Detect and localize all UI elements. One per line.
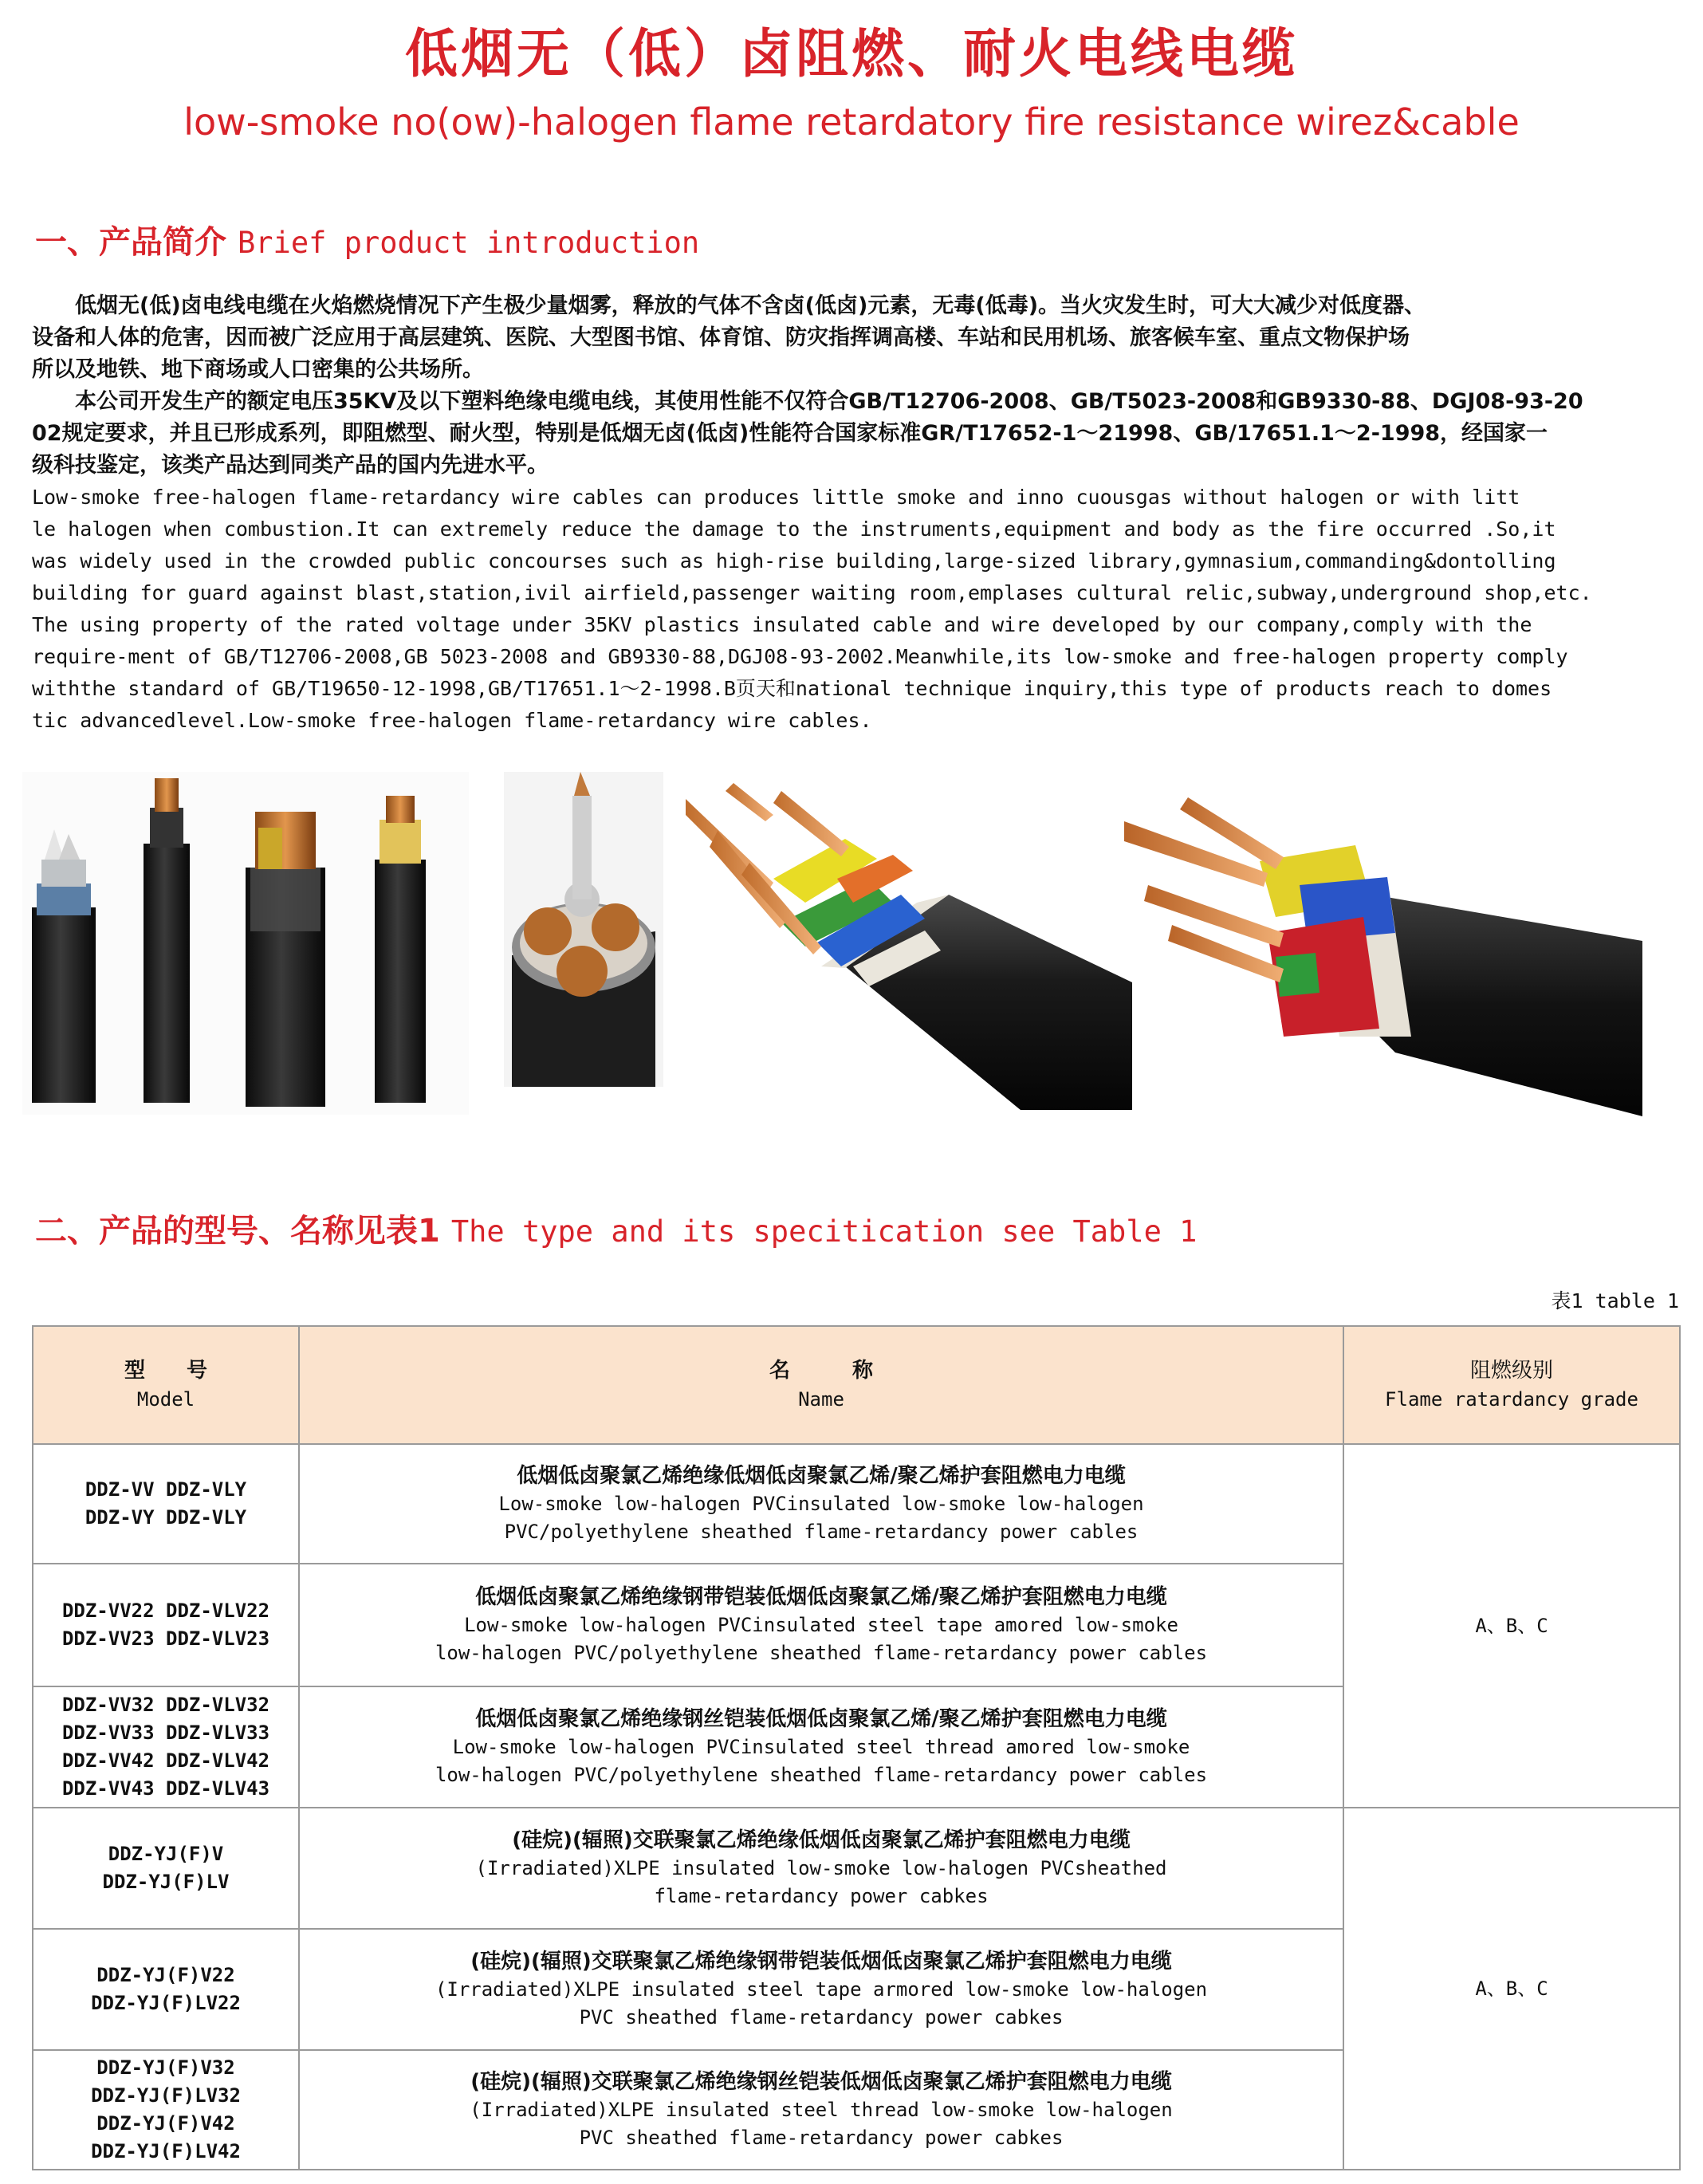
model-cell: DDZ-YJ(F)V32 DDZ-YJ(F)LV32 DDZ-YJ(F)V42 DDZ-YJ(F)LV42 — [33, 2050, 299, 2170]
intro-line: 本公司开发生产的额定电压35KV及以下塑料绝缘电缆电线，其使用性能不仅符合GB/T12706-2008、GB/T5023-2008和GB9330-88、DGJ08-93-20 — [32, 389, 1583, 414]
grade-column-header — [1343, 1326, 1680, 1444]
five-core-cable-photo — [686, 783, 1132, 1110]
intro-line: was widely used in the crowded public concourses such as high-rise building,large-sized library,gymnasium,commanding&dontolling — [32, 549, 1556, 573]
model-cell: DDZ-VV22 DDZ-VLV22 DDZ-VV23 DDZ-VLV23 — [33, 1564, 299, 1686]
intro-line: 设备和人体的危害，因而被广泛应用于高层建筑、医院、大型图书馆、体育馆、防灾指挥调高楼、车站和民用机场、旅客候车室、重点文物保护场 — [32, 325, 1410, 350]
name-cn: (硅烷)(辐照)交联聚氯乙烯绝缘低烟低卤聚氯乙烯护套阻燃电力电缆 — [512, 1828, 1131, 1852]
product-type-table — [32, 1325, 1681, 2170]
page-title-cn: 低烟无（低）卤阻燃、耐火电线电缆 — [405, 23, 1298, 85]
name-en: PVC sheathed flame-retardancy power cabkes — [579, 2005, 1064, 2029]
name-cn: 低烟低卤聚氯乙烯绝缘钢带铠装低烟低卤聚氯乙烯/聚乙烯护套阻燃电力电缆 — [475, 1584, 1167, 1609]
name-en: PVC sheathed flame-retardancy power cabkes — [579, 2126, 1064, 2149]
section-heading-cn: 二、产品的型号、名称见表1 — [35, 1213, 440, 1249]
name-en: flame-retardancy power cabkes — [654, 1884, 989, 1907]
section-heading-en: The type and its specitication see Table 1 — [450, 1214, 1198, 1249]
section-heading-en: Brief product introduction — [238, 226, 700, 260]
intro-line: 02规定要求，并且已形成系列，即阻燃型、耐火型，特别是低烟无卤(低卤)性能符合国家标准GR/T17652-1～21998、GB/17651.1～2-1998，经国家一 — [32, 421, 1548, 446]
intro-line: withthe standard of GB/T19650-12-1998,GB/T17651.1～2-1998.B页天和national technique inquiry,this type of products reach to domes — [32, 677, 1552, 700]
intro-line: tic advancedlevel.Low-smoke free-halogen flame-retardancy wire cables. — [32, 709, 872, 732]
header-cn: 阻燃级别 — [1469, 1359, 1553, 1383]
model-cell: DDZ-YJ(F)V22 DDZ-YJ(F)LV22 — [33, 1929, 299, 2050]
name-column-header — [299, 1326, 1343, 1444]
cable-cross-section-photo — [504, 772, 663, 1087]
name-en: (Irradiated)XLPE insulated steel tape armored low-smoke low-halogen — [435, 1977, 1208, 2001]
name-cell — [299, 1808, 1343, 1929]
section-heading-intro — [35, 217, 699, 262]
name-cell — [299, 1564, 1343, 1686]
section-heading-table — [35, 1206, 1197, 1251]
name-en: low-halogen PVC/polyethylene sheathed flame-retardancy power cables — [435, 1641, 1208, 1664]
name-en: low-halogen PVC/polyethylene sheathed flame-retardancy power cables — [435, 1763, 1208, 1786]
cable-group-photo — [22, 772, 469, 1115]
intro-text — [32, 290, 1671, 737]
name-cn: 低烟低卤聚氯乙烯绝缘低烟低卤聚氯乙烯/聚乙烯护套阻燃电力电缆 — [517, 1463, 1126, 1488]
intro-line: le halogen when combustion.It can extremely reduce the damage to the instruments,equipment and body as the fire occurred .So,it — [32, 517, 1556, 541]
header-en: Name — [798, 1388, 844, 1411]
intro-line: building for guard against blast,station,ivil airfield,passenger waiting room,emplases cultural relic,subway,underground shop,etc. — [32, 581, 1592, 604]
table-caption: 表1 table 1 — [1551, 1289, 1679, 1312]
section-heading-cn: 一、产品简介 — [35, 224, 226, 261]
header-cn: 名 称 — [769, 1359, 873, 1383]
model-column-header — [33, 1326, 299, 1444]
table-row — [33, 1808, 1680, 1929]
intro-line: 所以及地铁、地下商场或人口密集的公共场所。 — [32, 357, 484, 382]
name-cell — [299, 1444, 1343, 1564]
model-cell: DDZ-VV32 DDZ-VLV32 DDZ-VV33 DDZ-VLV33 DDZ-VV42 DDZ-VLV42 DDZ-VV43 DDZ-VLV43 — [33, 1686, 299, 1808]
model-cell: DDZ-YJ(F)V DDZ-YJ(F)LV — [33, 1808, 299, 1929]
header-en: Flame ratardancy grade — [1385, 1388, 1638, 1411]
header-en: Model — [136, 1388, 195, 1411]
name-cn: 低烟低卤聚氯乙烯绝缘钢丝铠装低烟低卤聚氯乙烯/聚乙烯护套阻燃电力电缆 — [475, 1706, 1167, 1731]
name-en: Low-smoke low-halogen PVCinsulated steel tape amored low-smoke — [464, 1613, 1178, 1636]
name-cn: (硅烷)(辐照)交联聚氯乙烯绝缘钢丝铠装低烟低卤聚氯乙烯护套阻燃电力电缆 — [470, 2069, 1172, 2094]
intro-line: Low-smoke free-halogen flame-retardancy wire cables can produces little smoke and inno cuousgas without halogen or with litt — [32, 486, 1520, 509]
model-cell: DDZ-VV DDZ-VLY DDZ-VY DDZ-VLY — [33, 1444, 299, 1564]
name-cell — [299, 2050, 1343, 2170]
table-header-row — [33, 1326, 1680, 1444]
four-core-cable-photo — [1124, 797, 1642, 1116]
name-cn: (硅烷)(辐照)交联聚氯乙烯绝缘钢带铠装低烟低卤聚氯乙烯护套阻燃电力电缆 — [470, 1949, 1172, 1973]
name-cell — [299, 1686, 1343, 1808]
header-cn: 型 号 — [124, 1359, 207, 1383]
name-en: Low-smoke low-halogen PVCinsulated steel thread amored low-smoke — [452, 1735, 1190, 1758]
table-row — [33, 1444, 1680, 1564]
page-title-en: low-smoke no(ow)-halogen flame retardatory fire resistance wirez&cable — [183, 100, 1520, 144]
intro-line: 级科技鉴定，该类产品达到同类产品的国内先进水平。 — [32, 453, 549, 478]
name-en: PVC/polyethylene sheathed flame-retardancy power cables — [504, 1520, 1139, 1543]
intro-line: The using property of the rated voltage under 35KV plastics insulated cable and wire developed by our company,comply with the — [32, 613, 1532, 636]
name-en: (Irradiated)XLPE insulated low-smoke low-halogen PVCsheathed — [475, 1856, 1167, 1879]
grade-cell: A、B、C — [1343, 1444, 1680, 1808]
intro-line: require-ment of GB/T12706-2008,GB 5023-2008 and GB9330-88,DGJ08-93-2002.Meanwhile,its low-smoke and free-halogen property comply — [32, 645, 1568, 668]
grade-cell: A、B、C — [1343, 1808, 1680, 2170]
intro-line: 低烟无(低)卤电线电缆在火焰燃烧情况下产生极少量烟雾，释放的气体不含卤(低卤)元素，无毒(低毒)。当火灾发生时，可大大减少对低度器、 — [32, 293, 1426, 318]
name-en: (Irradiated)XLPE insulated steel thread low-smoke low-halogen — [470, 2098, 1173, 2121]
name-en: Low-smoke low-halogen PVCinsulated low-smoke low-halogen — [498, 1492, 1144, 1515]
name-cell — [299, 1929, 1343, 2050]
